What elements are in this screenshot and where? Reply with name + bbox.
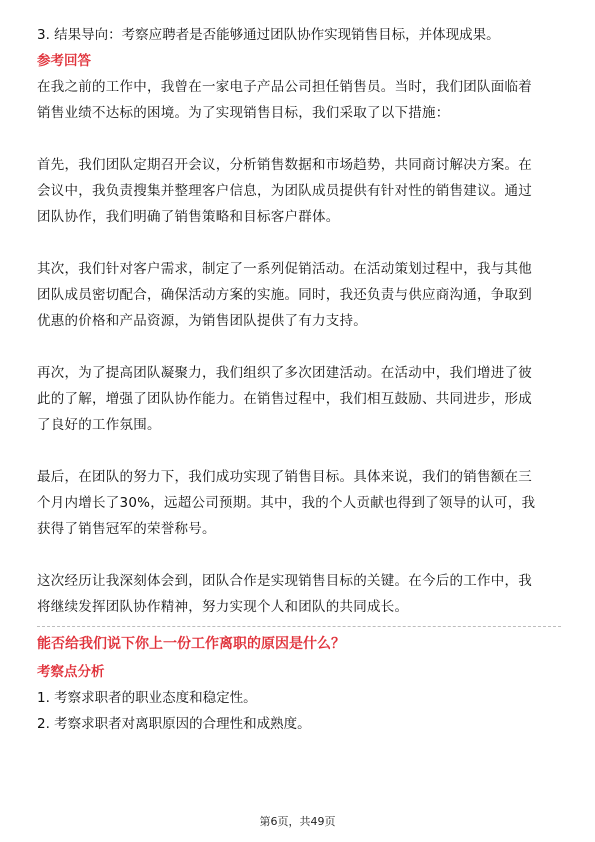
answer-paragraph-6 [37, 568, 561, 620]
answer-paragraph-4 [37, 360, 561, 438]
paragraph-line: 首先，我们团队定期召开会议，分析销售数据和市场趋势，共同商讨解决方案。在 [37, 157, 532, 173]
analysis-item-2: 2. 考察求职者对离职原因的合理性和成熟度。 [37, 716, 311, 732]
criterion-item: 3. 结果导向：考察应聘者是否能够通过团队协作实现销售目标，并体现成果。 [37, 27, 500, 43]
paragraph-line: 团队协作，我们明确了销售策略和目标客户群体。 [37, 209, 340, 225]
section-divider [37, 626, 561, 627]
answer-heading: 参考回答 [37, 53, 91, 69]
paragraph-line: 将继续发挥团队协作精神，努力实现个人和团队的共同成长。 [37, 599, 409, 615]
paragraph-line: 获得了销售冠军的荣誉称号。 [37, 521, 216, 537]
analysis-heading: 考察点分析 [37, 664, 105, 680]
analysis-item-1: 1. 考察求职者的职业态度和稳定性。 [37, 690, 257, 706]
paragraph-line: 会议中，我负责搜集并整理客户信息，为团队成员提供有针对性的销售建议。通过 [37, 183, 532, 199]
paragraph-line: 团队成员密切配合，确保活动方案的实施。同时，我还负责与供应商沟通，争取到 [37, 287, 532, 303]
question-title: 能否给我们说下你上一份工作离职的原因是什么？ [37, 636, 345, 652]
paragraph-line: 在我之前的工作中，我曾在一家电子产品公司担任销售员。当时，我们团队面临着 [37, 79, 532, 95]
answer-paragraph-2 [37, 152, 561, 230]
paragraph-line: 了良好的工作氛围。 [37, 417, 161, 433]
paragraph-line: 优惠的价格和产品资源，为销售团队提供了有力支持。 [37, 313, 367, 329]
paragraph-line: 其次，我们针对客户需求，制定了一系列促销活动。在活动策划过程中，我与其他 [37, 261, 532, 277]
answer-paragraph-5 [37, 464, 561, 542]
paragraph-line: 销售业绩不达标的困境。为了实现销售目标，我们采取了以下措施： [37, 105, 450, 121]
paragraph-line: 最后，在团队的努力下，我们成功实现了销售目标。具体来说，我们的销售额在三 [37, 469, 532, 485]
paragraph-line: 这次经历让我深刻体会到，团队合作是实现销售目标的关键。在今后的工作中，我 [37, 573, 532, 589]
paragraph-line: 此的了解，增强了团队协作能力。在销售过程中，我们相互鼓励、共同进步，形成 [37, 391, 532, 407]
answer-paragraph-1 [37, 74, 561, 126]
paragraph-line: 再次，为了提高团队凝聚力，我们组织了多次团建活动。在活动中，我们增进了彼 [37, 365, 532, 381]
answer-paragraph-3 [37, 256, 561, 334]
paragraph-line: 个月内增长了30%，远超公司预期。其中，我的个人贡献也得到了领导的认可，我 [37, 495, 536, 511]
page-number: 第6页，共49页 [259, 815, 336, 828]
